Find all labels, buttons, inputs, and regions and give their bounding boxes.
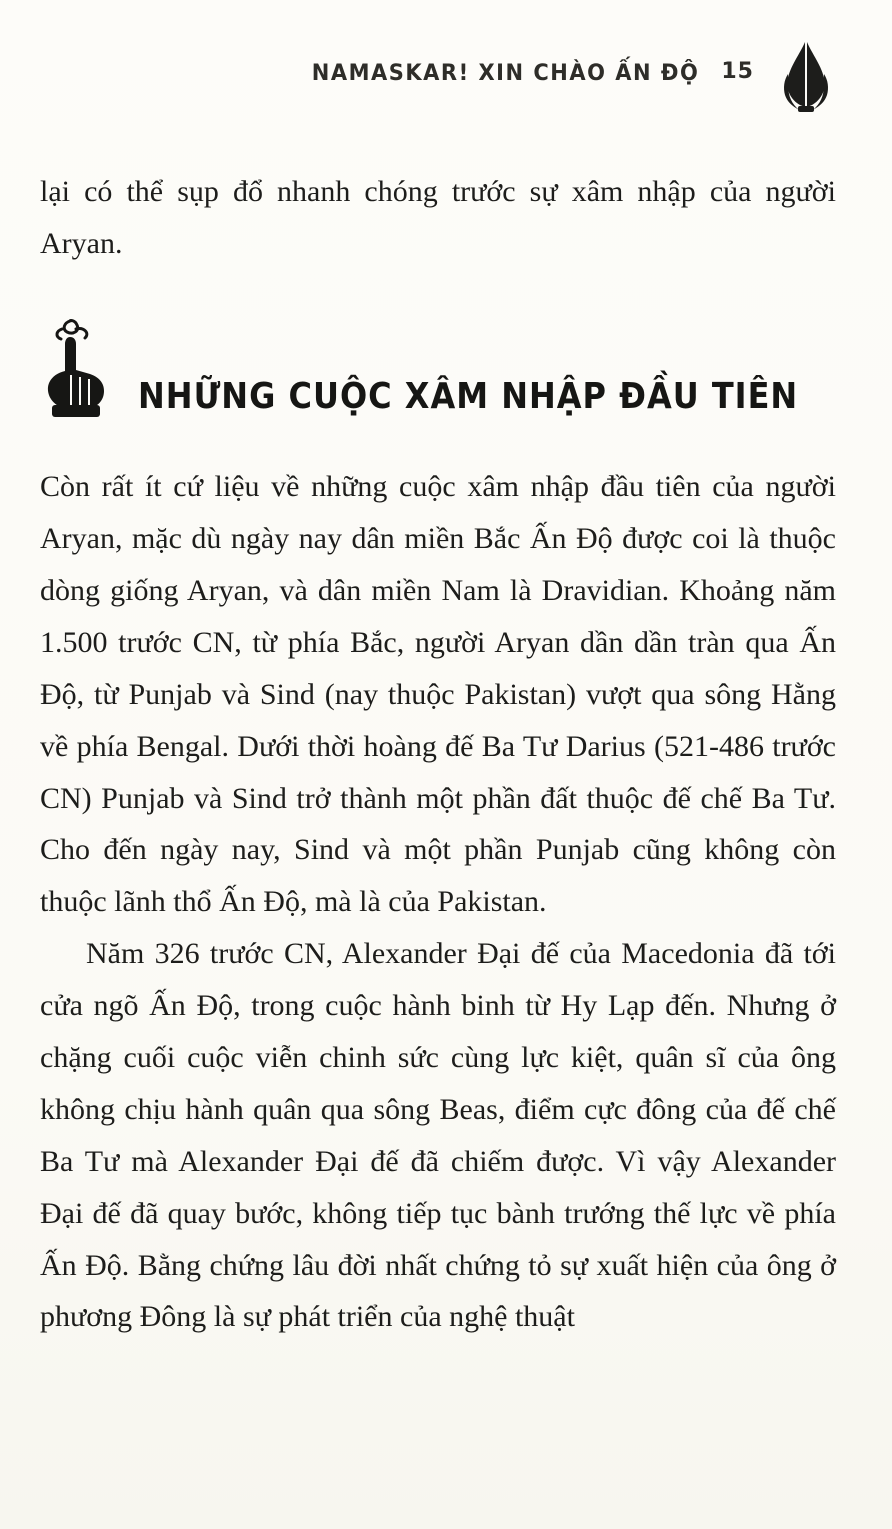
- namaste-praying-hands-icon: [776, 40, 836, 114]
- running-title: NAMASKAR! XIN CHÀO ẤN ĐỘ: [311, 59, 700, 86]
- body-text: [40, 461, 836, 1343]
- pointing-hand-icon: [40, 317, 112, 421]
- section-heading-row: [40, 317, 836, 421]
- section-heading: NHỮNG CUỘC XÂM NHẬP ĐẦU TIÊN: [138, 374, 799, 418]
- intro-paragraph: lại có thể sụp đổ nhanh chóng trước sự xâm nhập của người Aryan.: [40, 175, 836, 260]
- page-number: 15: [721, 59, 754, 84]
- page-header: [40, 40, 836, 114]
- body-paragraph-2: Năm 326 trước CN, Alexander Đại đế của Macedonia đã tới cửa ngõ Ấn Độ, trong cuộc hành binh từ Hy Lạp đến. Nhưng ở chặng cuối cuộc viễn chinh sức cùng lực kiệt, quân sĩ của ông không chịu hành quân qua sông Beas, điểm cực đông của đế chế Ba Tư mà Alexander Đại đế đã chiếm được. Vì vậy Alexander Đại đế đã quay bước, không tiếp tục bành trướng thế lực về phía Ấn Độ. Bằng chứng lâu đời nhất chứng tỏ sự xuất hiện của ông ở phương Đông là sự phát triển của nghệ thuật: [40, 937, 836, 1334]
- body-paragraph-1: Còn rất ít cứ liệu về những cuộc xâm nhập đầu tiên của người Aryan, mặc dù ngày nay dân miền Bắc Ấn Độ được coi là thuộc dòng giống Aryan, và dân miền Nam là Dravidian. Khoảng năm 1.500 trước CN, từ phía Bắc, người Aryan dần dần tràn qua Ấn Độ, từ Punjab và Sind (nay thuộc Pakistan) vượt qua sông Hằng về phía Bengal. Dưới thời hoàng đế Ba Tư Darius (521-486 trước CN) Punjab và Sind trở thành một phần đất thuộc đế chế Ba Tư. Cho đến ngày nay, Sind và một phần Punjab cũng không còn thuộc lãnh thổ Ấn Độ, mà là của Pakistan.: [40, 470, 836, 919]
